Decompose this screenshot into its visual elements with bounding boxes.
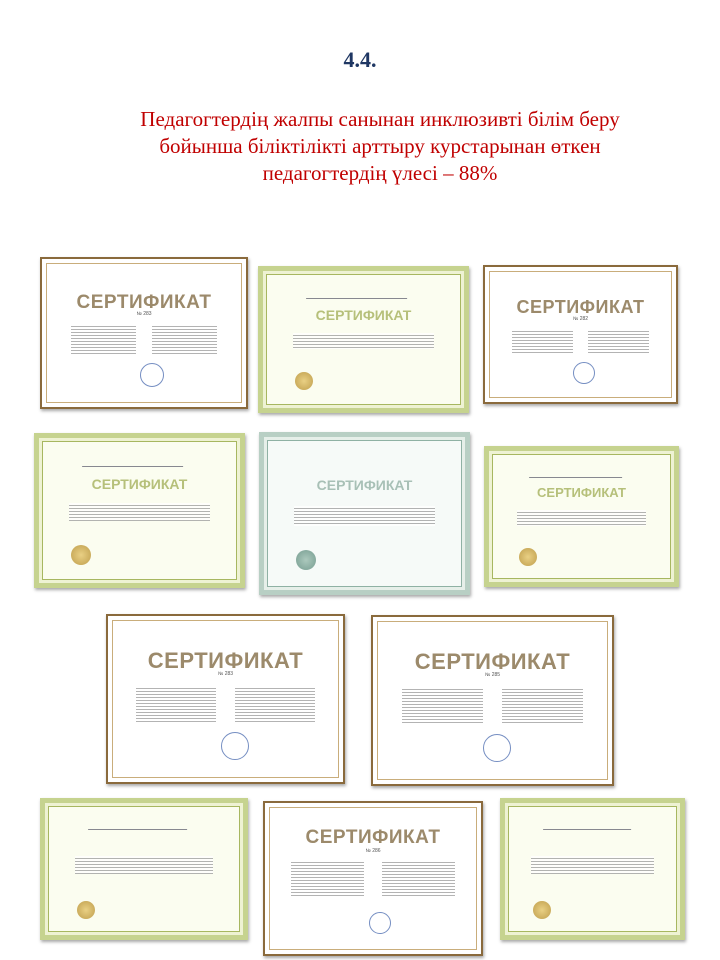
certificate-image <box>263 801 483 956</box>
certificate-number: № 282 <box>572 315 589 322</box>
certificate-number: № 283 <box>136 310 152 317</box>
certificate-image <box>258 266 469 413</box>
certificate-image <box>484 446 679 587</box>
certificate-number: № 283 <box>217 670 234 677</box>
subtitle-line: бойынша біліктілікті арттыру курстарынан өткен <box>159 134 601 158</box>
certificate-title: СЕРТИФИКАТ <box>315 306 412 323</box>
slide-heading: 4.4. <box>343 47 377 72</box>
certificate-title: СЕРТИФИКАТ <box>537 485 626 501</box>
certificate-image <box>259 432 470 595</box>
certificate-number: № 285 <box>484 672 501 679</box>
certificate-image <box>483 265 678 404</box>
certificate-title: СЕРТИФИКАТ <box>147 647 304 673</box>
slide-subtitle <box>60 106 700 187</box>
certificate-image <box>40 257 248 409</box>
certificate-image <box>371 615 614 786</box>
subtitle-line: педагогтердің үлесі – 88% <box>262 161 498 185</box>
certificate-image <box>106 614 345 784</box>
certificate-image <box>500 798 685 940</box>
certificate-title: СЕРТИФИКАТ <box>414 648 571 674</box>
certificate-title: СЕРТИФИКАТ <box>76 291 212 313</box>
certificate-title: СЕРТИФИКАТ <box>316 476 413 493</box>
certificate-image <box>40 798 248 940</box>
certificate-number: № 286 <box>365 848 381 855</box>
certificate-title: СЕРТИФИКАТ <box>305 827 441 849</box>
certificate-title: СЕРТИФИКАТ <box>516 296 645 317</box>
certificate-image <box>34 433 245 588</box>
certificate-title: СЕРТИФИКАТ <box>91 475 188 492</box>
subtitle-line: Педагогтердің жалпы санынан инклюзивті білім беру <box>140 107 620 131</box>
